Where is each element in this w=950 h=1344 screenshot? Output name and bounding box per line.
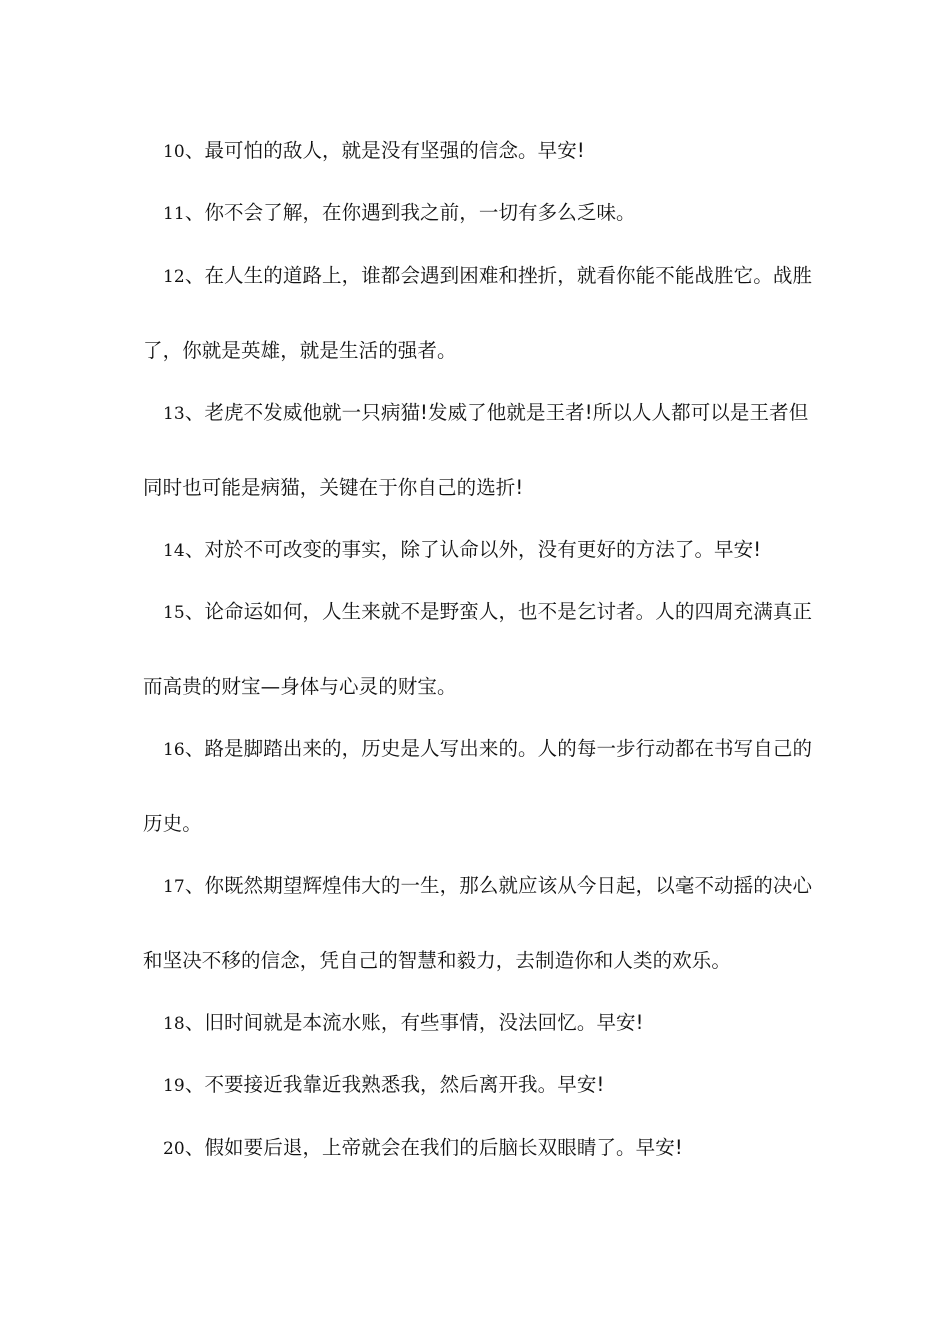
item-13-line-2: 同时也可能是病猫，关键在于你自己的选折! bbox=[143, 476, 524, 499]
item-text: 你既然期望辉煌伟大的一生，那么就应该从今日起，以毫不动摇的决心 bbox=[204, 874, 813, 897]
item-number: 19 bbox=[163, 1076, 185, 1096]
item-19-line-1 bbox=[163, 1073, 604, 1098]
item-separator: 、 bbox=[184, 401, 205, 424]
item-text: 对於不可改变的事实，除了认命以外，没有更好的方法了。早安! bbox=[204, 538, 762, 561]
item-16-line-2: 历史。 bbox=[143, 812, 202, 835]
item-17-line-1 bbox=[163, 874, 812, 899]
item-separator: 、 bbox=[184, 1011, 205, 1034]
item-separator: 、 bbox=[184, 201, 205, 224]
item-separator: 、 bbox=[184, 600, 205, 623]
item-text: 你不会了解，在你遇到我之前，一切有多么乏味。 bbox=[204, 201, 636, 224]
item-number: 13 bbox=[163, 404, 185, 424]
item-12-line-1 bbox=[163, 264, 812, 289]
item-text: 不要接近我靠近我熟悉我，然后离开我。早安! bbox=[204, 1073, 605, 1096]
item-separator: 、 bbox=[184, 874, 205, 897]
item-separator: 、 bbox=[184, 737, 205, 760]
item-17-line-2: 和坚决不移的信念，凭自己的智慧和毅力，去制造你和人类的欢乐。 bbox=[143, 949, 732, 972]
item-separator: 、 bbox=[184, 538, 205, 561]
item-text: 老虎不发威他就一只病猫!发威了他就是王者!所以人人都可以是王者但 bbox=[204, 401, 809, 424]
item-13-line-1 bbox=[163, 401, 808, 426]
item-number: 10 bbox=[163, 142, 185, 162]
item-12-line-2: 了，你就是英雄，就是生活的强者。 bbox=[143, 339, 457, 362]
item-number: 15 bbox=[163, 603, 185, 623]
item-16-line-1 bbox=[163, 737, 812, 762]
item-18-line-1 bbox=[163, 1011, 644, 1036]
item-number: 18 bbox=[163, 1014, 185, 1034]
item-text: 论命运如何，人生来就不是野蛮人，也不是乞讨者。人的四周充满真正 bbox=[204, 600, 813, 623]
item-text: 旧时间就是本流水账，有些事情，没法回忆。早安! bbox=[204, 1011, 644, 1034]
item-number: 12 bbox=[163, 267, 185, 287]
item-14-line-1 bbox=[163, 538, 761, 563]
item-separator: 、 bbox=[184, 139, 205, 162]
item-number: 11 bbox=[163, 204, 185, 224]
item-text: 路是脚踏出来的，历史是人写出来的。人的每一步行动都在书写自己的 bbox=[204, 737, 813, 760]
item-separator: 、 bbox=[184, 1136, 205, 1159]
item-15-line-1 bbox=[163, 600, 812, 625]
item-20-line-1 bbox=[163, 1136, 683, 1161]
item-11-line-1 bbox=[163, 201, 636, 226]
item-separator: 、 bbox=[184, 264, 205, 287]
item-text: 最可怕的敌人，就是没有坚强的信念。早安! bbox=[204, 139, 585, 162]
item-10-line-1 bbox=[163, 139, 585, 164]
item-separator: 、 bbox=[184, 1073, 205, 1096]
item-15-line-2: 而高贵的财宝—身体与心灵的财宝。 bbox=[143, 675, 457, 698]
item-number: 14 bbox=[163, 541, 185, 561]
item-text: 假如要后退，上帝就会在我们的后脑长双眼睛了。早安! bbox=[204, 1136, 683, 1159]
item-text: 在人生的道路上，谁都会遇到困难和挫折，就看你能不能战胜它。战胜 bbox=[204, 264, 813, 287]
item-number: 20 bbox=[163, 1139, 185, 1159]
item-number: 17 bbox=[163, 877, 185, 897]
item-number: 16 bbox=[163, 740, 185, 760]
